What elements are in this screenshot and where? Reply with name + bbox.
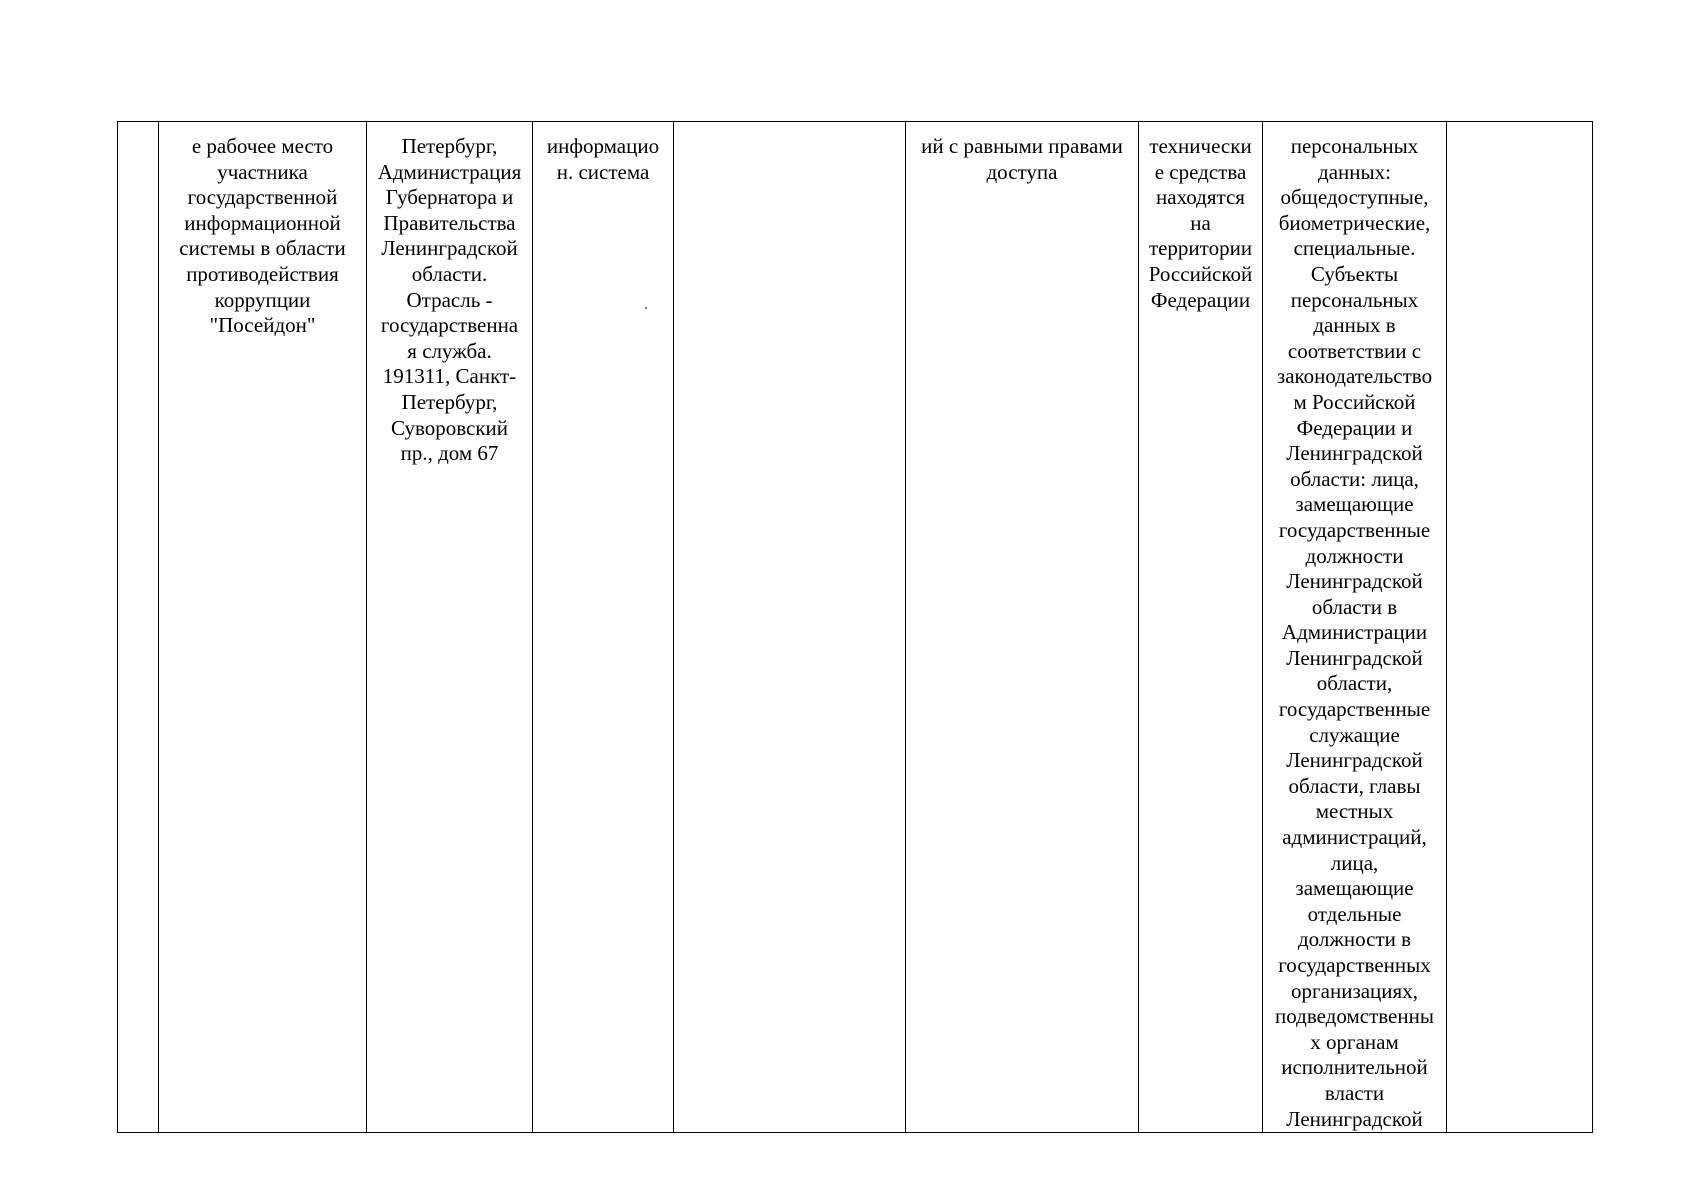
cell-text-line: персональных bbox=[1290, 134, 1419, 158]
cell-text-line: замещающие bbox=[1295, 876, 1414, 901]
cell-text-line: области в bbox=[1311, 594, 1398, 619]
cell-text-line: коррупции bbox=[214, 287, 311, 312]
cell-text-line: Петербург, bbox=[401, 134, 498, 158]
cell-text-line: системы в области bbox=[179, 236, 346, 261]
cell-text-line: общедоступные, bbox=[1280, 185, 1429, 210]
cell-text-line: 191311, Санкт- bbox=[382, 364, 517, 389]
cell-text-line: Администрации bbox=[1281, 620, 1428, 645]
table-cell-empty-last bbox=[1447, 122, 1593, 1133]
cell-text-line: специальные. bbox=[1293, 236, 1416, 261]
cell-text-line: н. система bbox=[556, 159, 650, 184]
cell-text-line: персональных bbox=[1290, 287, 1419, 312]
cell-text-line: Федерации bbox=[1150, 287, 1251, 312]
cell-text-line: Федерации и bbox=[1296, 415, 1413, 440]
cell-text-line: лица, bbox=[1330, 850, 1379, 875]
cell-text-line: области, главы bbox=[1288, 773, 1421, 798]
cell-text-line: отдельные bbox=[1307, 901, 1402, 926]
cell-text-line: власти bbox=[1324, 1080, 1385, 1105]
table-cell-data-categories bbox=[1263, 122, 1447, 1133]
cell-text-line: я служба. bbox=[407, 338, 492, 363]
table-cell-empty bbox=[674, 122, 906, 1133]
cell-text-line: Ленинградской bbox=[1286, 748, 1423, 773]
cell-text-line: местных bbox=[1315, 799, 1394, 824]
cell-text-line: администраций, bbox=[1282, 825, 1427, 850]
cell-text-line: государственные bbox=[1278, 697, 1431, 722]
cell-text-line: исполнительной bbox=[1281, 1055, 1428, 1080]
cell-text-line: ий с равными правами bbox=[921, 134, 1123, 158]
table-cell-access-mode bbox=[906, 122, 1139, 1133]
cell-text-line: Ленинградской bbox=[1286, 569, 1423, 594]
cell-text-line: "Посейдон" bbox=[209, 313, 316, 338]
cell-text-line: противодействия bbox=[186, 261, 339, 286]
cell-text-line: данных в bbox=[1313, 313, 1396, 338]
cell-text-line: Ленинградской bbox=[1286, 645, 1423, 670]
cell-text-line: соответствии с bbox=[1287, 338, 1422, 363]
cell-text-line: государственной bbox=[187, 185, 338, 210]
document-table bbox=[117, 121, 1593, 1133]
cell-text-line: Ленинградской bbox=[1286, 1106, 1423, 1131]
cell-text-line: Суворовский bbox=[390, 415, 509, 440]
cell-text-line: области, bbox=[1316, 671, 1393, 696]
cell-text-line: территории bbox=[1148, 236, 1253, 261]
cell-text-line: технически bbox=[1149, 134, 1252, 158]
scan-speck bbox=[645, 307, 647, 309]
cell-text-line: на bbox=[1190, 210, 1211, 235]
cell-text-line: информацио bbox=[546, 134, 660, 158]
cell-text-line: государственных bbox=[1278, 953, 1431, 977]
table-row bbox=[118, 122, 1593, 1133]
cell-text-line: Ленинградской bbox=[381, 236, 518, 261]
cell-text-line: е рабочее место bbox=[191, 134, 334, 158]
table-cell-operator bbox=[367, 122, 533, 1133]
cell-text-line: государственна bbox=[380, 313, 519, 338]
cell-text-line: находятся bbox=[1156, 185, 1245, 210]
cell-text-line: должности в bbox=[1297, 927, 1412, 952]
cell-text-line: х органам bbox=[1310, 1029, 1399, 1054]
cell-text-line: государственные bbox=[1278, 517, 1431, 542]
cell-text-line: данных: bbox=[1318, 159, 1391, 184]
cell-text-line: Администрация bbox=[377, 159, 522, 184]
cell-text-line: Губернатора и bbox=[385, 185, 514, 210]
cell-text-line: подведомственны bbox=[1275, 1004, 1434, 1029]
cell-text-line: Правительства bbox=[383, 210, 516, 235]
cell-text-line: служащие bbox=[1309, 722, 1400, 747]
cell-text-line: замещающие bbox=[1295, 492, 1414, 517]
table-cell-workplace bbox=[159, 122, 367, 1133]
cell-text-line: Субъекты bbox=[1310, 261, 1399, 286]
cell-text-line: организациях, bbox=[1291, 978, 1418, 1003]
cell-text-line: доступа bbox=[986, 159, 1058, 184]
cell-text-line: участника bbox=[217, 159, 308, 184]
cell-text-line: пр., дом 67 bbox=[400, 441, 499, 466]
cell-text-line: Петербург, bbox=[401, 389, 498, 414]
cell-text-line: Российской bbox=[1148, 261, 1253, 286]
cell-text-line: области: лица, bbox=[1290, 466, 1419, 491]
cell-text-line: биометрические, bbox=[1278, 210, 1431, 235]
cell-text-line: Отрасль - bbox=[406, 287, 493, 312]
cell-text-line: должности bbox=[1305, 543, 1404, 568]
table-cell-system-type bbox=[533, 122, 674, 1133]
cell-text-line: Ленинградской bbox=[1286, 441, 1423, 466]
cell-text-line: области. bbox=[411, 261, 488, 286]
cell-text-line: е средства bbox=[1154, 159, 1247, 184]
cell-text-line: законодательство bbox=[1276, 364, 1433, 389]
table-cell-location bbox=[1139, 122, 1263, 1133]
cell-text-line: м Российской bbox=[1293, 389, 1416, 414]
table-cell-number bbox=[118, 122, 159, 1133]
cell-text-line: информационной bbox=[184, 210, 341, 235]
